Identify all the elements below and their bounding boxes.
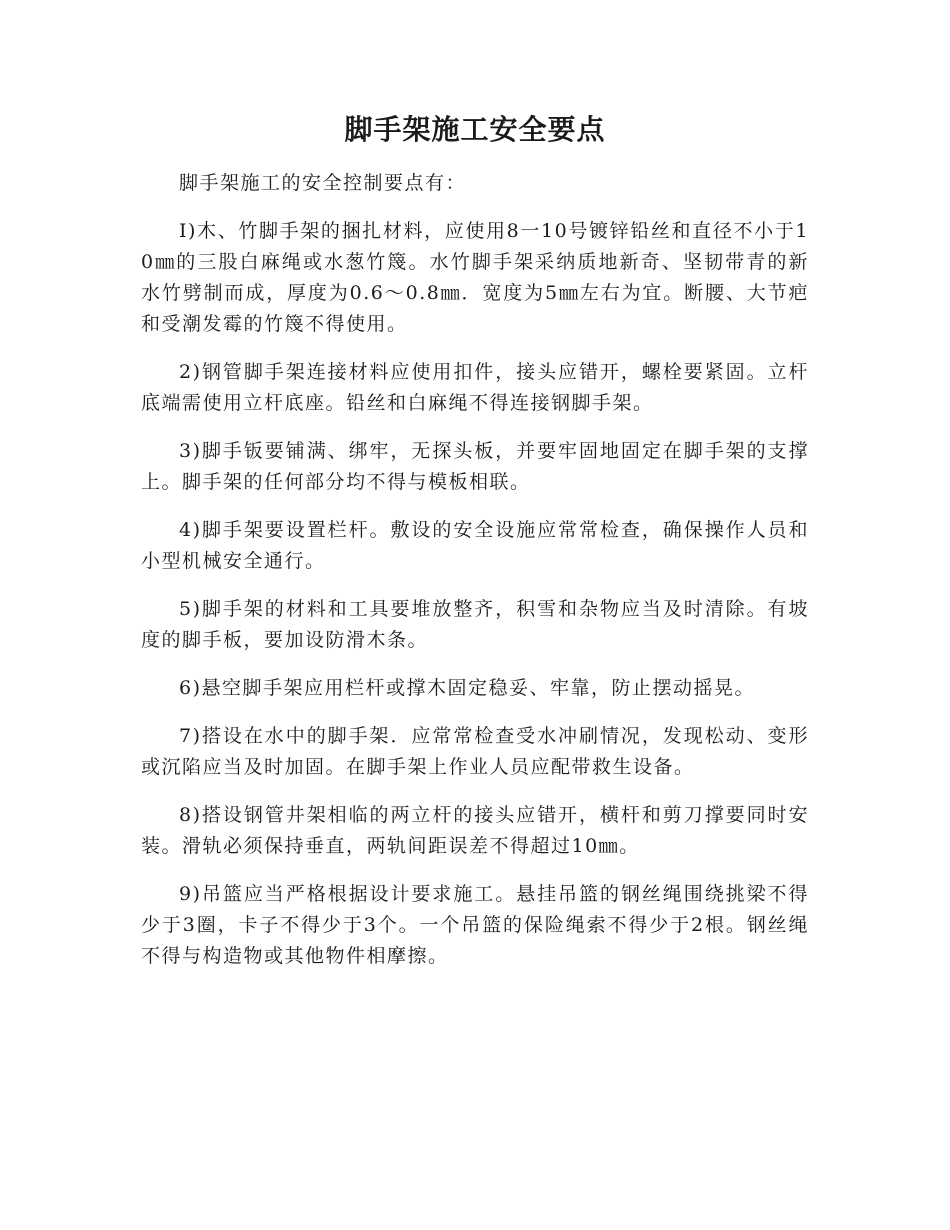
item-6-paragraph: 6)悬空脚手架应用栏杆或撑木固定稳妥、牢靠，防止摆动摇晃。 (179, 677, 756, 699)
intro-paragraph: 脚手架施工的安全控制要点有： (179, 172, 467, 194)
item-8-paragraph: 8)搭设钢管井架相临的两立杆的接头应错开，横杆和剪刀撑要同时安装。滑轨必须保持垂直，两轨间距误差不得超过10㎜。 (141, 804, 809, 857)
item-5-paragraph: 5)脚手架的材料和工具要堆放整齐，积雪和杂物应当及时清除。有坡度的脚手板，要加设防滑木条。 (141, 598, 809, 651)
item-3-paragraph: 3)脚手钣要铺满、绑牢，无探头板，并要牢固地固定在脚手架的支撑上。脚手架的任何部分均不得与模板相联。 (141, 440, 809, 493)
document-title: 脚手架施工安全要点 (344, 113, 606, 146)
item-1-paragraph: I)木、竹脚手架的捆扎材料，应使用8一10号镀锌铅丝和直径不小于10㎜的三股白麻绳或水葱竹篾。水竹脚手架采纳质地新奇、坚韧带青的新水竹劈制而成，厚度为0.6～0.8㎜．宽度为5㎜左右为宜。断腰、大节疤和受潮发霉的竹篾不得使用。 (141, 220, 809, 335)
item-9-paragraph: 9)吊篮应当严格根据设计要求施工。悬挂吊篮的钢丝绳围绕挑梁不得少于3圈，卡子不得少于3个。一个吊篮的保险绳索不得少于2根。钢丝绳不得与构造物或其他物件相摩擦。 (141, 883, 809, 967)
item-2-paragraph: 2)钢管脚手架连接材料应使用扣件，接头应错开，螺栓要紧固。立杆底端需使用立杆底座。铅丝和白麻绳不得连接钢脚手架。 (141, 361, 809, 414)
item-7-paragraph: 7)搭设在水中的脚手架．应常常检查受水冲刷情况，发现松动、变形或沉陷应当及时加固。在脚手架上作业人员应配带救生设备。 (141, 725, 809, 778)
item-4-paragraph: 4)脚手架要设置栏杆。敷设的安全设施应常常检查，确保操作人员和小型机械安全通行。 (141, 519, 809, 572)
document-body (141, 168, 809, 989)
